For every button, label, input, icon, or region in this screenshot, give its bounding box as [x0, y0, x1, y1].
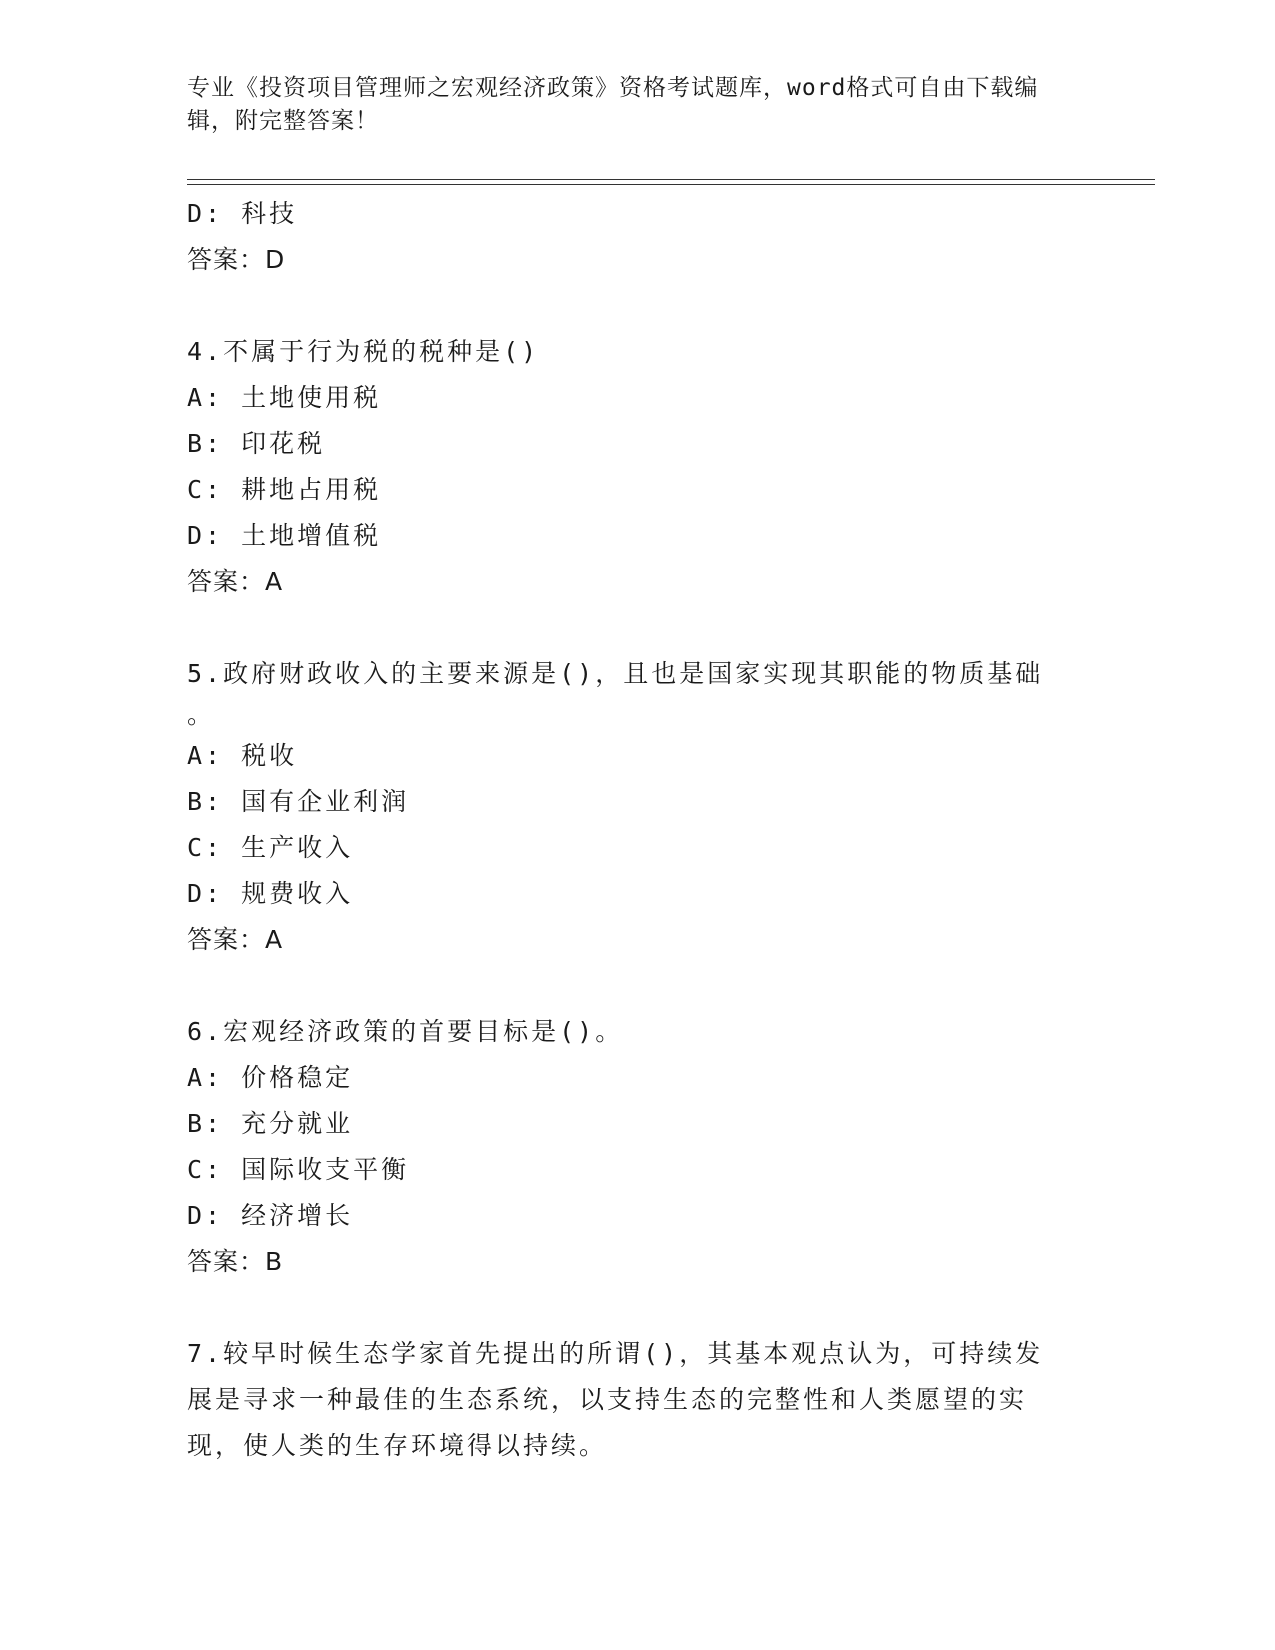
question-6-option-c: C: 国际收支平衡 — [187, 1155, 410, 1184]
question-5-answer: 答案：A — [187, 925, 284, 954]
question-6-option-a: A: 价格稳定 — [187, 1063, 354, 1092]
prev-option-d: D: 科技 — [187, 199, 298, 228]
question-7-stem-line-3: 现，使人类的生存环境得以持续。 — [187, 1431, 608, 1460]
header-line-1: 专业《投资项目管理师之宏观经济政策》资格考试题库，word格式可自由下载编 — [187, 75, 1039, 101]
question-6-option-d: D: 经济增长 — [187, 1201, 354, 1230]
question-7-stem-line-1: 7.较早时候生态学家首先提出的所谓()，其基本观点认为，可持续发 — [187, 1339, 1044, 1368]
question-4 — [187, 329, 1067, 605]
header-rule-top — [187, 179, 1155, 180]
question-5 — [187, 651, 1067, 963]
question-4-option-d: D: 土地增值税 — [187, 521, 382, 550]
question-6-answer: 答案：B — [187, 1247, 284, 1276]
prev-answer: 答案：D — [187, 245, 286, 274]
question-4-answer: 答案：A — [187, 567, 284, 596]
question-5-stem-line-2: 。 — [187, 700, 213, 729]
question-7-stem-line-2: 展是寻求一种最佳的生态系统，以支持生态的完整性和人类愿望的实 — [187, 1385, 1028, 1414]
question-5-option-a: A: 税收 — [187, 741, 298, 770]
question-5-option-d: D: 规费收入 — [187, 879, 354, 908]
question-5-stem-line-1: 5.政府财政收入的主要来源是()，且也是国家实现其职能的物质基础 — [187, 659, 1044, 688]
question-5-option-c: C: 生产收入 — [187, 833, 354, 862]
question-4-stem: 4.不属于行为税的税种是() — [187, 337, 540, 366]
question-6-stem: 6.宏观经济政策的首要目标是()。 — [187, 1017, 624, 1046]
question-5-option-b: B: 国有企业利润 — [187, 787, 410, 816]
question-4-option-a: A: 土地使用税 — [187, 383, 382, 412]
document-body — [187, 191, 1067, 1469]
question-6-option-b: B: 充分就业 — [187, 1109, 354, 1138]
question-7 — [187, 1331, 1067, 1469]
header-rule-bottom — [187, 184, 1155, 185]
question-4-option-c: C: 耕地占用税 — [187, 475, 382, 504]
question-4-option-b: B: 印花税 — [187, 429, 326, 458]
document-header — [187, 72, 1067, 138]
header-line-2: 辑，附完整答案！ — [187, 108, 379, 134]
question-6 — [187, 1009, 1067, 1285]
